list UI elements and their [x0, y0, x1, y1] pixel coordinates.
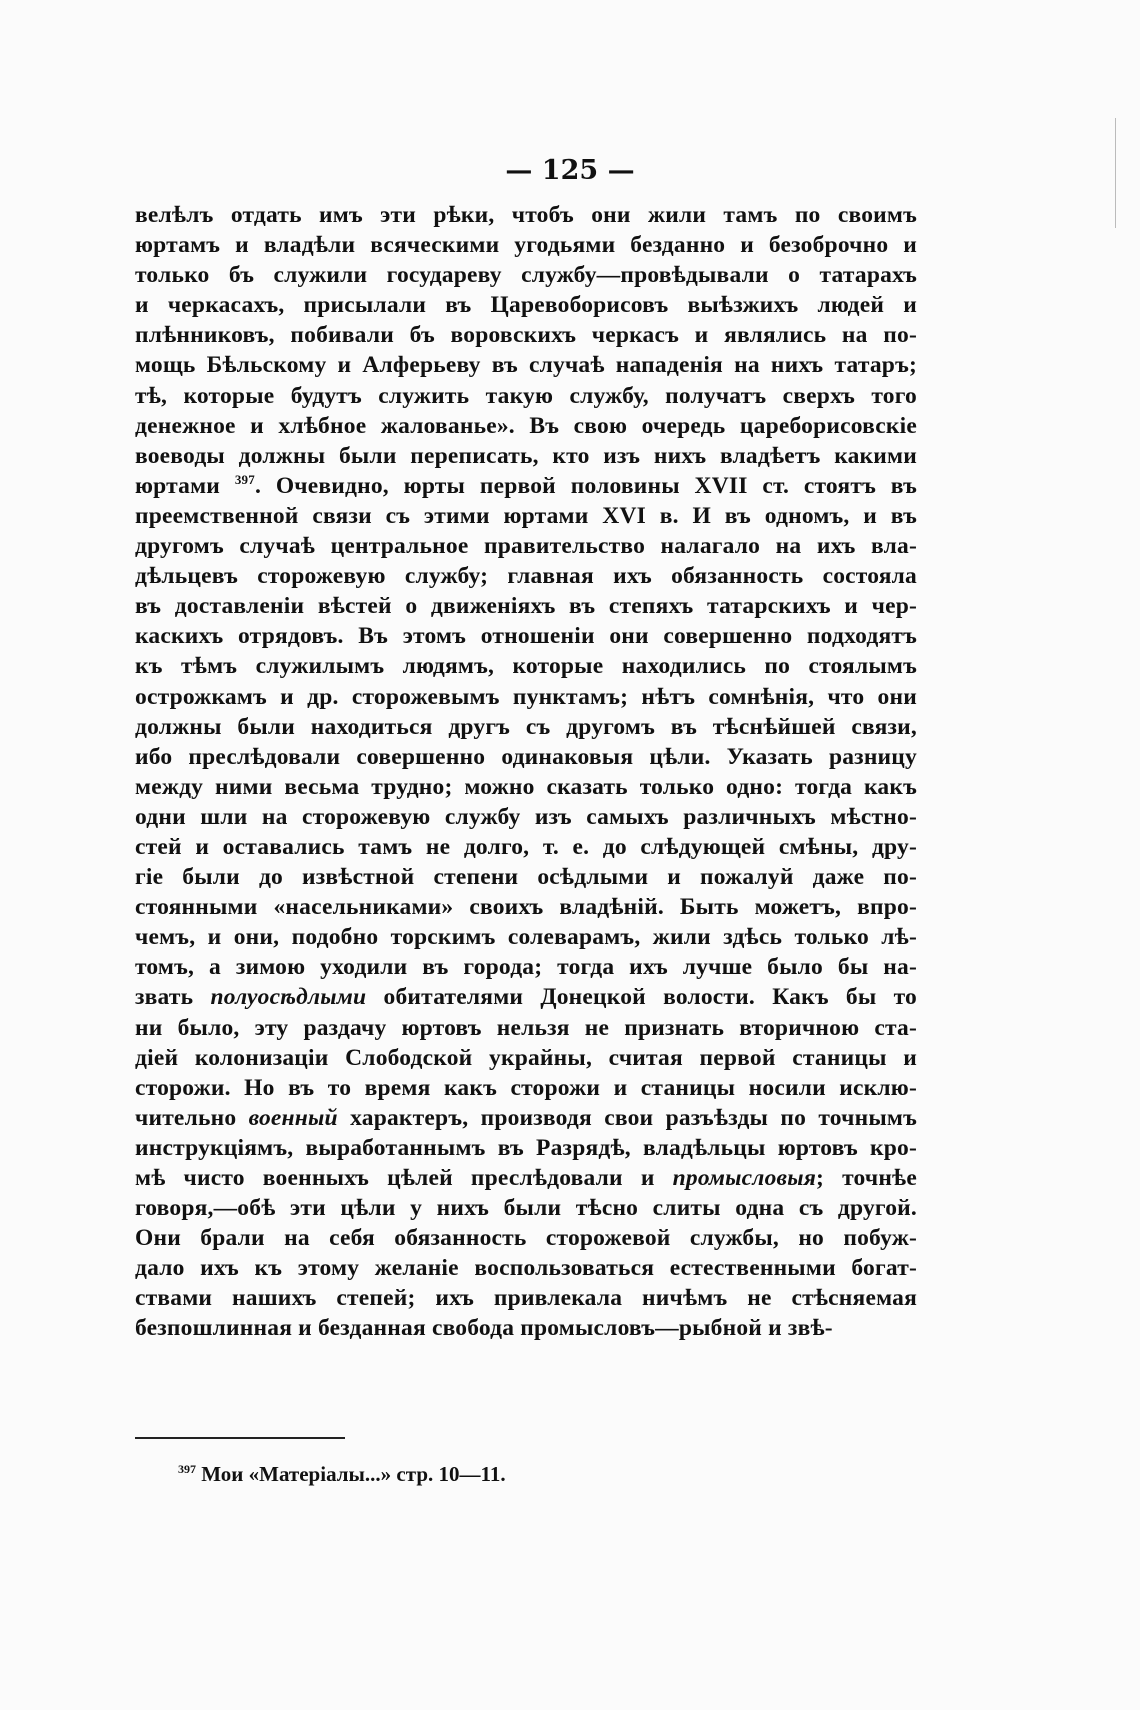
text-line: ибо преслѣдовали совершенно одинаковыя цѣли. Указать разницу	[135, 743, 917, 770]
text-line: воеводы должны были переписать, кто изъ нихъ владѣетъ какими	[135, 442, 917, 469]
text-line: безпошлинная и безданная свобода промысловъ—рыбной и звѣ-	[135, 1315, 833, 1342]
text-line: сторожи. Но въ то время какъ сторожи и станицы носили исклю-	[135, 1074, 917, 1101]
text-line: томъ, а зимою уходили въ города; тогда ихъ лучше было бы на-	[135, 954, 917, 981]
text-fragment: обитателями Донецкой волости. Какъ бы то	[366, 984, 917, 1011]
footnote-number: 397	[178, 1462, 196, 1476]
text-fragment: звать	[135, 984, 194, 1011]
text-line: тѣ, которые будутъ служить такую службу, получатъ сверхъ того	[135, 382, 917, 409]
text-line-with-italic	[135, 982, 917, 1012]
text-line: преемственной связи съ этими юртами XVI в. И въ одномъ, и въ	[135, 502, 917, 529]
footnote-text: Мои «Матеріалы...» стр. 10—11.	[196, 1462, 506, 1486]
footnote	[178, 1462, 506, 1487]
text-line: плѣнниковъ, побивали бъ воровскихъ черкасъ и являлись на по-	[135, 322, 917, 349]
text-line: говоря,—обѣ эти цѣли у нихъ были тѣсно слиты одна съ другой.	[135, 1195, 917, 1222]
text-line: другомъ случаѣ центральное правительство налагало на ихъ вла-	[135, 533, 917, 560]
text-line: ни было, эту раздачу юртовъ нельзя не признать вторичною ста-	[135, 1014, 917, 1041]
text-line: денежное и хлѣбное жалованье». Въ свою очередь цареборисовскіе	[135, 412, 917, 439]
text-line: мощь Бѣльскому и Алферьеву въ случаѣ нападенія на нихъ татаръ;	[135, 352, 917, 379]
text-line: гіе были до извѣстной степени осѣдлыми и пожалуй даже по-	[135, 864, 917, 891]
italic-term: военный	[248, 1104, 338, 1131]
text-line: острожкамъ и др. сторожевымъ пунктамъ; нѣтъ сомнѣнія, что они	[135, 683, 917, 710]
text-fragment: характеръ, производя свои разъѣзды по точнымъ	[337, 1104, 917, 1131]
text-fragment: юртами	[135, 472, 221, 499]
text-line: одни шли на сторожевую службу изъ самыхъ различныхъ мѣстно-	[135, 803, 917, 830]
text-line: діей колонизаціи Слободской украйны, считая первой станицы и	[135, 1044, 917, 1071]
text-line: между ними весьма трудно; можно сказать только одно: тогда какъ	[135, 773, 917, 800]
text-line: въ доставленіи вѣстей о движеніяхъ въ степяхъ татарскихъ и чер-	[135, 593, 917, 620]
italic-term: промысловыя	[672, 1165, 817, 1191]
text-line: Они брали на себя обязанность сторожевой службы, но побуж-	[135, 1225, 917, 1252]
text-line: дѣльцевъ сторожевую службу; главная ихъ обязанность состояла	[135, 563, 917, 590]
text-line: и черкасахъ, присылали въ Царевоборисовъ выѣзжихъ людей и	[135, 292, 917, 319]
main-text-block	[135, 200, 917, 1344]
footnote-reference: 397	[234, 472, 255, 488]
text-line: юртамъ и владѣли всяческими угодьями безданно и безоброчно и	[135, 232, 917, 259]
text-line: только бъ служили государеву службу—провѣдывали о татарахъ	[135, 262, 917, 289]
text-line: инструкціямъ, выработаннымъ въ Разрядѣ, владѣльцы юртовъ кро-	[135, 1134, 917, 1161]
text-fragment: ; точнѣе	[816, 1165, 917, 1191]
footnote-separator-rule	[135, 1437, 345, 1439]
page-number-header: — 125 —	[505, 155, 635, 186]
text-fragment: чительно	[135, 1104, 237, 1131]
text-line: каскихъ отрядовъ. Въ этомъ отношеніи они совершенно подходятъ	[135, 623, 917, 650]
text-fragment: мѣ чисто военныхъ цѣлей преслѣдовали и	[135, 1165, 655, 1191]
text-line: къ тѣмъ служилымъ людямъ, которые находились по стоялымъ	[135, 653, 917, 680]
text-line: велѣлъ отдать имъ эти рѣки, чтобъ они жили тамъ по своимъ	[135, 202, 917, 228]
text-line: стоянными «насельниками» своихъ владѣній. Быть можетъ, впро-	[135, 894, 917, 921]
text-line: чемъ, и они, подобно торскимъ солеварамъ, жили здѣсь только лѣ-	[135, 924, 917, 951]
text-line: ствами нашихъ степей; ихъ привлекала ничѣмъ не стѣсняемая	[135, 1285, 917, 1312]
text-line-with-footnote-ref	[135, 471, 917, 501]
text-line: стей и оставались тамъ не долго, т. е. до слѣдующей смѣны, дру-	[135, 833, 917, 860]
italic-term: полуосѣдлыми	[210, 984, 367, 1011]
text-line: должны были находиться другъ съ другомъ въ тѣснѣйшей связи,	[135, 713, 917, 740]
text-fragment: . Очевидно, юрты первой половины XVII ст. стоятъ въ	[254, 472, 917, 499]
text-line-with-italic	[135, 1163, 917, 1193]
text-line: дало ихъ къ этому желаніе воспользоваться естественными богат-	[135, 1255, 917, 1282]
text-line-with-italic	[135, 1103, 917, 1133]
